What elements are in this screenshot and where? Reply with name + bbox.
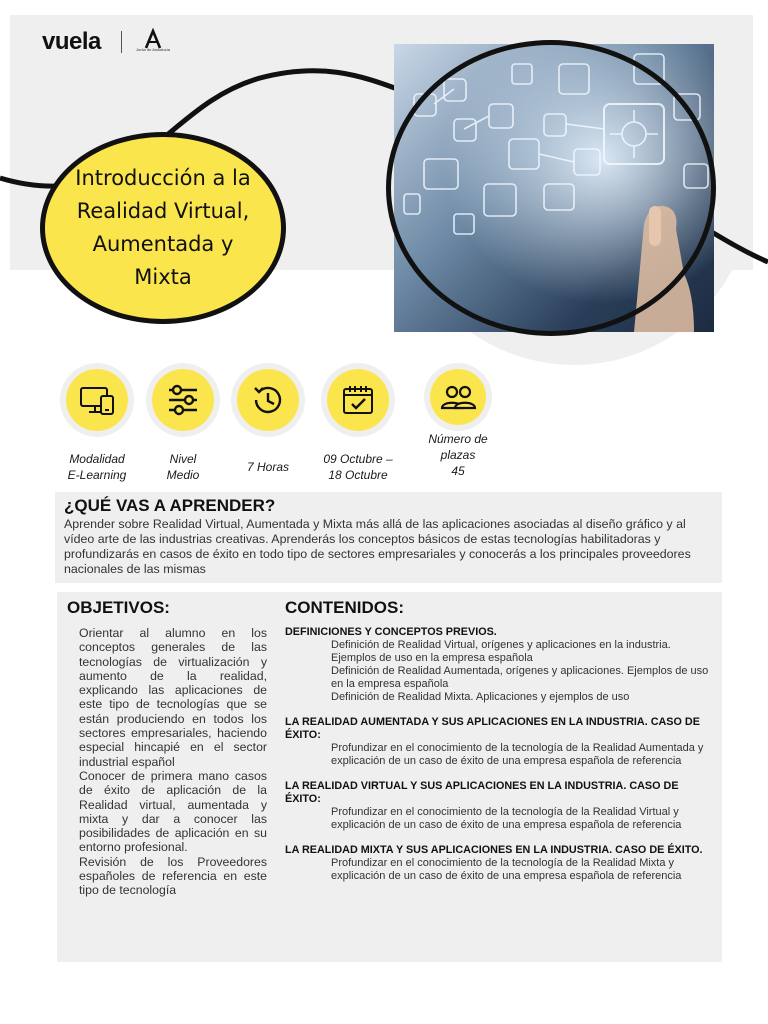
feature-modality [52, 369, 142, 483]
contents-section [285, 844, 713, 883]
feature-seats [413, 369, 503, 479]
contents-section-heading: LA REALIDAD VIRTUAL Y SUS APLICACIONES EN LA INDUSTRIA. CASO DE ÉXITO: [285, 780, 679, 805]
contents-item: Definición de Realidad Virtual, orígenes y aplicaciones en la industria. Ejemplos de uso en la empresa española [331, 639, 671, 664]
feature-level [138, 369, 228, 483]
contents-section [285, 780, 713, 832]
objectives-title: OBJETIVOS: [67, 598, 170, 617]
learn-section [55, 492, 722, 583]
course-title-line: Introducción a la [75, 166, 251, 190]
contents-section-heading: LA REALIDAD AUMENTADA Y SUS APLICACIONES EN LA INDUSTRIA. CASO DE ÉXITO: [285, 716, 700, 741]
course-title [63, 162, 263, 294]
devices-icon [66, 369, 128, 431]
objective-item: Conocer de primera mano casos de éxito de aplicación de la Realidad virtual, aumentada y mixta y dar a conocer las posibilidades de aplicación en su entorno profesional. [79, 768, 267, 855]
course-title-line: Realidad Virtual, [76, 199, 250, 223]
objective-item: Orientar al alumno en los conceptos generales de las tecnologías de virtualización y aumento de la realidad, explicando las aplicaciones de este tipo de tecnologías que se están produciendo en todos los sectores empresariales, haciendo especial hincapié en el sector industrial español [79, 626, 267, 769]
feature-duration-label: 7 Horas [246, 460, 290, 474]
feature-seats-label: Número de plazas 45 [428, 432, 488, 478]
contents-list [285, 626, 713, 895]
feature-duration [223, 369, 313, 475]
contents-item: Profundizar en el conocimiento de la tecnología de la Realidad Aumentada y explicación de un caso de éxito de una empresa española de referencia [331, 742, 704, 767]
contents-item: Definición de Realidad Mixta. Aplicaciones y ejemplos de uso [331, 691, 630, 703]
contents-section [285, 716, 713, 768]
learn-title: ¿QUÉ VAS A APRENDER? [64, 496, 276, 515]
contents-item: Profundizar en el conocimiento de la tecnología de la Realidad Virtual y explicación de un caso de éxito de una empresa española de referencia [331, 806, 682, 831]
clock-history-icon [237, 369, 299, 431]
course-title-badge [40, 132, 286, 324]
contents-section-heading: LA REALIDAD MIXTA Y SUS APLICACIONES EN LA INDUSTRIA. CASO DE ÉXITO. [285, 844, 703, 856]
calendar-check-icon [327, 369, 389, 431]
feature-dates [313, 369, 403, 483]
learn-description: Aprender sobre Realidad Virtual, Aumentada y Mixta más allá de las aplicaciones asociadas al diseño gráfico y al vídeo arte de las industrias creativas. Aprenderás los conceptos básicos de estas tecnologías habilitadoras y profundizarás en casos de éxito en todo tipo de sectores empresariales y conocerás a los principales proveedores nacionales de las mismas [64, 517, 691, 576]
hero-image-ring [386, 40, 716, 336]
objective-item: Revisión de los Proveedores españoles de referencia en este tipo de tecnología [79, 854, 267, 898]
objectives-list [79, 626, 267, 898]
contents-section [285, 626, 713, 704]
junta-andalucia-logo-text: Junta de Andalucía [136, 47, 171, 52]
contents-item: Definición de Realidad Aumentada, orígenes y aplicaciones. Ejemplos de uso en la empresa española [331, 665, 709, 690]
objectives-contents-section [57, 592, 722, 962]
contents-section-heading: DEFINICIONES Y CONCEPTOS PREVIOS. [285, 626, 497, 638]
feature-dates-label: 09 Octubre – 18 Octubre [323, 452, 393, 482]
course-title-line: Aumentada y Mixta [92, 232, 234, 289]
feature-level-label: Nivel Medio [166, 452, 200, 482]
contents-title: CONTENIDOS: [285, 598, 404, 617]
users-icon [430, 369, 486, 425]
sliders-icon [152, 369, 214, 431]
contents-item: Profundizar en el conocimiento de la tecnología de la Realidad Mixta y explicación de un caso de éxito de una empresa española de referencia [331, 857, 682, 882]
vuela-logo: vuela [42, 28, 101, 55]
feature-modality-label: Modalidad E-Learning [67, 452, 127, 482]
logo-separator [121, 31, 122, 53]
